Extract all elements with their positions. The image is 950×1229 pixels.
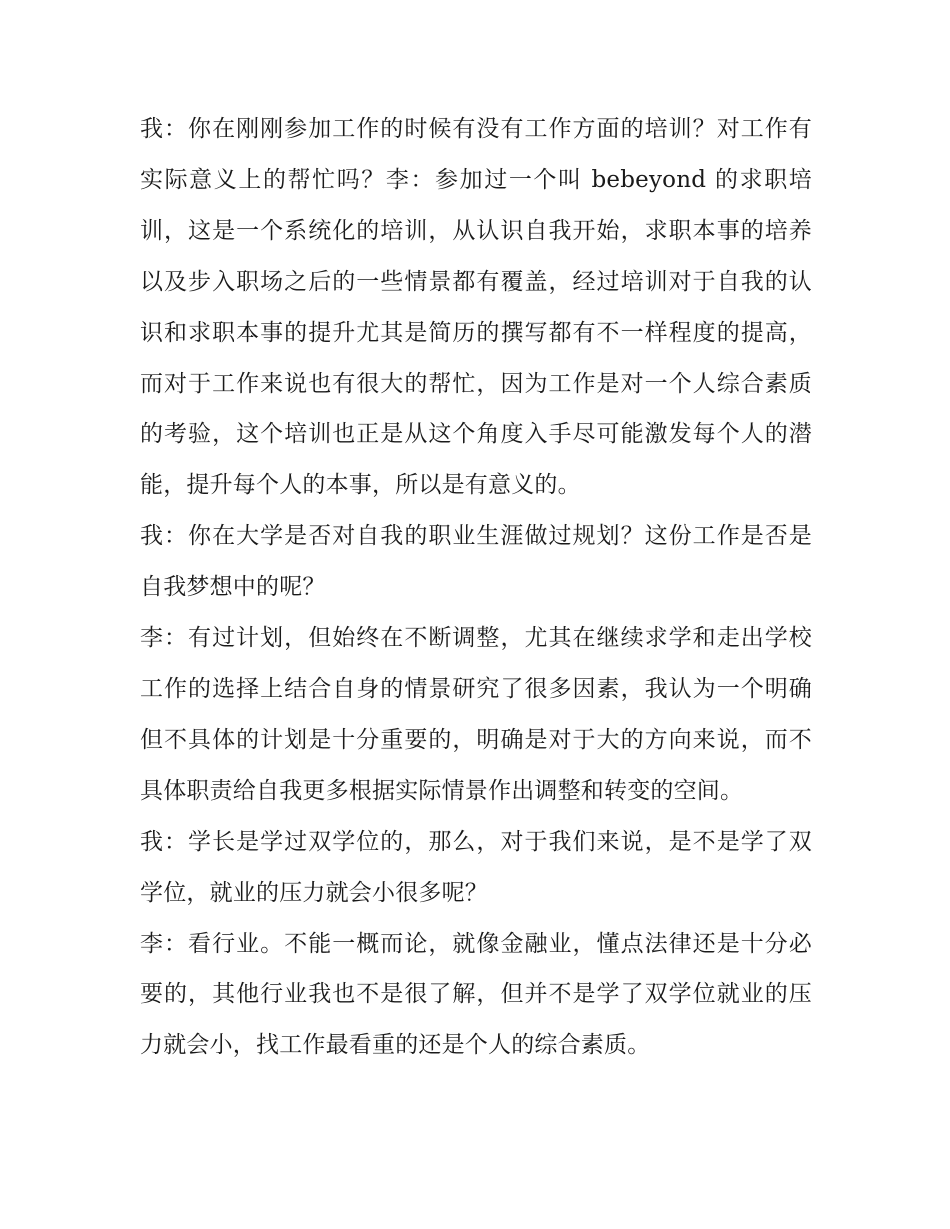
paragraph-double-degree-question: 我：学长是学过双学位的，那么，对于我们来说，是不是学了双学位，就业的压力就会小很多呢？ bbox=[140, 828, 812, 906]
paragraph-training-question: 我：你在刚刚参加工作的时候有没有工作方面的培训？对工作有实际意义上的帮忙吗？李：参加过一个叫 bebeyond 的求职培训，这是一个系统化的培训，从认识自我开始，求职本事的培养以及步入职场之后的一些情景都有覆盖，经过培训对于自我的认识和求职本事的提升尤其是简历的撰写都有不一样程度的提高，而对于工作来说也有很大的帮忙，因为工作是对一个人综合素质的考验，这个培训也正是从这个角度入手尽可能激发每个人的潜能，提升每个人的本事，所以是有意义的。 bbox=[140, 116, 812, 499]
paragraph-career-plan-question: 我：你在大学是否对自我的职业生涯做过规划？这份工作是否是自我梦想中的呢？ bbox=[140, 523, 812, 601]
document-body bbox=[140, 104, 812, 1071]
paragraph-double-degree-answer: 李：看行业。不能一概而论，就像金融业，懂点法律还是十分必要的，其他行业我也不是很了解，但并不是学了双学位就业的压力就会小，找工作最看重的还是个人的综合素质。 bbox=[140, 930, 812, 1059]
paragraph-career-plan-answer: 李：有过计划，但始终在不断调整，尤其在继续求学和走出学校工作的选择上结合自身的情景研究了很多因素，我认为一个明确但不具体的计划是十分重要的，明确是对于大的方向来说，而不具体职责给自我更多根据实际情景作出调整和转变的空间。 bbox=[140, 625, 812, 804]
